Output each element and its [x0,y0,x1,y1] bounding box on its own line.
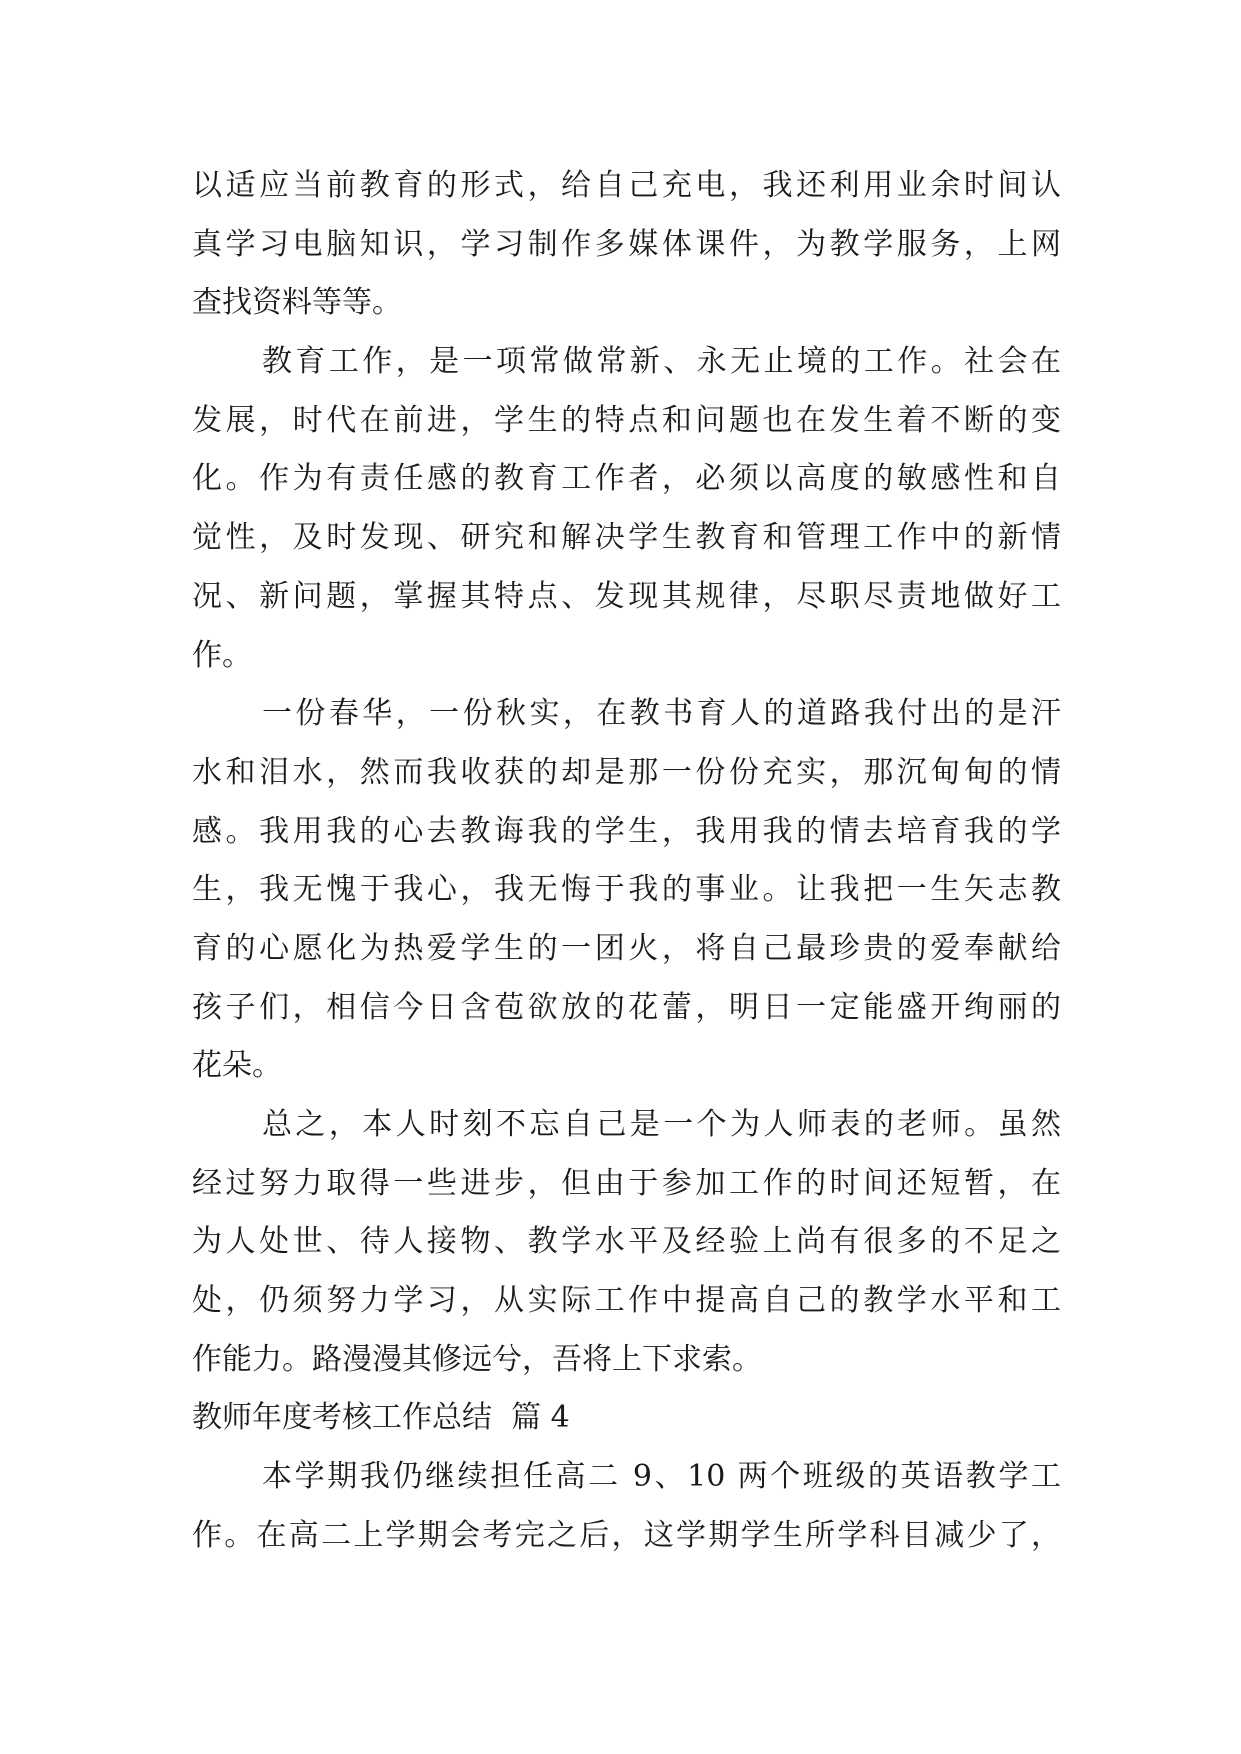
text-line: 经过努力取得一些进步，但由于参加工作的时间还短暂，在 [192,1165,1061,1201]
text-line: 作。在高二上学期会考完之后，这学期学生所学科目减少了， [192,1517,1061,1553]
text-line: 处，仍须努力学习，从实际工作中提高自己的教学水平和工 [192,1283,1061,1319]
text-line: 真学习电脑知识，学习制作多媒体课件，为教学服务，上网 [192,226,1061,262]
text-line: 水和泪水，然而我收获的却是那一份份充实，那沉甸甸的情 [192,754,1061,790]
text-line: 生，我无愧于我心，我无悔于我的事业。让我把一生矢志教 [192,872,1061,908]
text-line: 化。作为有责任感的教育工作者，必须以高度的敏感性和自 [192,461,1061,497]
paragraph [192,1096,1061,1389]
text-line: 查找资料等等。 [192,285,402,321]
section-heading: 教师年度考核工作总结 篇 4 [192,1400,570,1436]
text-line: 育的心愿化为热爱学生的一团火，将自己最珍贵的爱奉献给 [192,930,1061,966]
text-line: 作。 [192,637,252,673]
text-line: 况、新问题，掌握其特点、发现其规律，尽职尽责地做好工 [192,578,1061,614]
text-line: 觉性，及时发现、研究和解决学生教育和管理工作中的新情 [192,520,1061,556]
text-line: 发展，时代在前进，学生的特点和问题也在发生着不断的变 [192,402,1061,438]
text-line: 教育工作，是一项常做常新、永无止境的工作。社会在 [262,344,1061,380]
paragraph [192,157,1061,333]
text-line: 花朵。 [192,1048,282,1084]
text-line: 总之，本人时刻不忘自己是一个为人师表的老师。虽然 [262,1107,1061,1142]
text-line: 本学期我仍继续担任高二 9、10 两个班级的英语教学工 [262,1459,1061,1495]
paragraph [192,333,1061,685]
text-line: 孩子们，相信今日含苞欲放的花蕾，明日一定能盛开绚丽的 [192,989,1061,1025]
paragraph [192,685,1061,1096]
paragraph [192,1448,1061,1565]
text-line: 一份春华，一份秋实，在教书育人的道路我付出的是汗 [262,696,1061,732]
text-line: 以适应当前教育的形式，给自己充电，我还利用业余时间认 [192,168,1061,203]
document-page [192,157,1061,1566]
text-line: 为人处世、待人接物、教学水平及经验上尚有很多的不足之 [192,1224,1061,1260]
text-line: 作能力。路漫漫其修远兮，吾将上下求索。 [192,1341,762,1377]
text-line: 感。我用我的心去教诲我的学生，我用我的情去培育我的学 [192,813,1061,849]
